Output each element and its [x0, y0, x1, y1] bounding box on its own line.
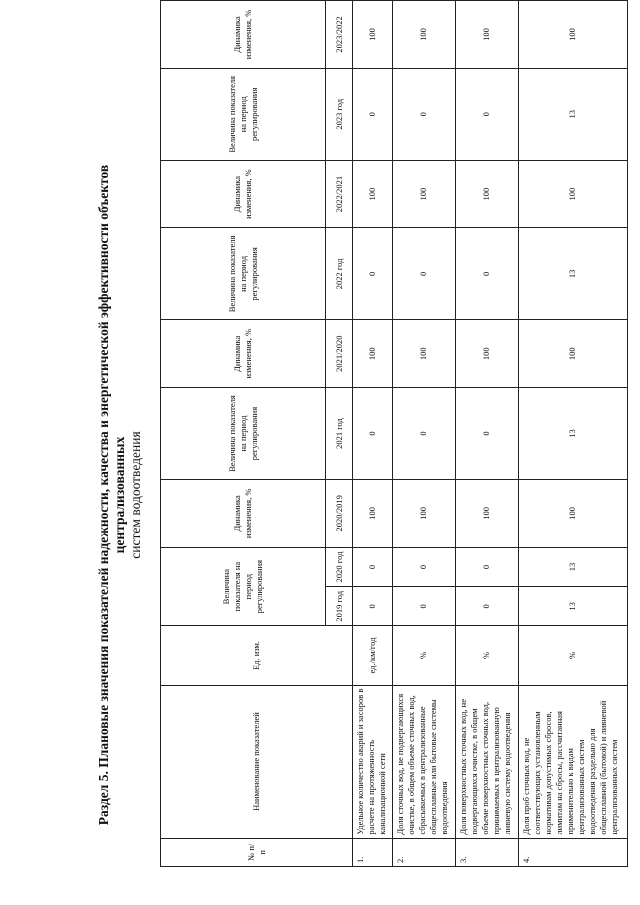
header-num: № п/п: [161, 838, 353, 866]
subheader-d2020: 2020/2019: [326, 479, 353, 547]
row-value-2019: 0: [455, 587, 518, 626]
subheader-2021: 2021 год: [326, 388, 353, 480]
row-value-2023: 13: [518, 68, 627, 160]
row-value-2021: 0: [455, 388, 518, 480]
header-value-2023: Величина показателя на период регулирования: [161, 68, 326, 160]
header-dynamics-2021: Динамика изменения, %: [161, 320, 326, 388]
row-dynamics-2023: 100: [353, 1, 393, 69]
header-row: [161, 1, 326, 867]
row-value-2020: 0: [353, 547, 393, 586]
table-row: [455, 1, 518, 867]
row-dynamics-2022: 100: [392, 160, 455, 228]
header-dynamics-2023: Динамика изменения, %: [161, 1, 326, 69]
row-value-2022: 0: [455, 228, 518, 320]
row-unit: %: [518, 626, 627, 685]
table-row: [392, 1, 455, 867]
row-value-2021: 0: [353, 388, 393, 480]
header-unit: Ед. изм.: [161, 626, 353, 685]
row-dynamics-2023: 100: [392, 1, 455, 69]
subheader-d2023: 2023/2022: [326, 1, 353, 69]
header-dynamics-2020: Динамика изменения, %: [161, 479, 326, 547]
row-value-2019: 0: [353, 587, 393, 626]
section-title: [96, 115, 144, 875]
row-value-2022: 0: [353, 228, 393, 320]
header-value-2019-2020: Величина показателя на период регулирования: [161, 547, 326, 626]
row-dynamics-2022: 100: [455, 160, 518, 228]
row-dynamics-2020: 100: [353, 479, 393, 547]
row-num: 2.: [392, 838, 455, 866]
row-value-2023: 0: [455, 68, 518, 160]
row-value-2023: 0: [353, 68, 393, 160]
row-dynamics-2021: 100: [518, 320, 627, 388]
row-name: Доля проб сточных вод, не соответствующих установленным нормативам допустимых сбросов, лимитам на сбросы, рассчитанная применительно к видам централизованных систем водоотведения раздельно для общесплавной (бытовой) и ливневой централизованных систем: [518, 685, 627, 838]
row-value-2020: 13: [518, 547, 627, 586]
row-value-2020: 0: [455, 547, 518, 586]
row-dynamics-2022: 100: [518, 160, 627, 228]
subheader-d2022: 2022/2021: [326, 160, 353, 228]
row-unit: %: [392, 626, 455, 685]
row-value-2022: 0: [392, 228, 455, 320]
row-value-2021: 0: [392, 388, 455, 480]
header-value-2022: Величина показателя на период регулирования: [161, 228, 326, 320]
row-dynamics-2021: 100: [353, 320, 393, 388]
row-value-2021: 13: [518, 388, 627, 480]
row-value-2019: 13: [518, 587, 627, 626]
row-value-2019: 0: [392, 587, 455, 626]
header-dynamics-2022: Динамика изменения, %: [161, 160, 326, 228]
title-line: Раздел 5. Плановые значения показателей надежности, качества и энергетической эффективности объектов централизованных: [96, 164, 127, 826]
row-num: 4.: [518, 838, 627, 866]
subheader-2023: 2023 год: [326, 68, 353, 160]
table-row: [353, 1, 393, 867]
row-unit: %: [455, 626, 518, 685]
row-value-2022: 13: [518, 228, 627, 320]
row-name: Доля сточных вод, не подвергающихся очистке, в общем объеме сточных вод, сбрасываемых в централизованные общесплавные или бытовые системы водоотведения: [392, 685, 455, 838]
row-value-2023: 0: [392, 68, 455, 160]
row-name: Доля поверхностных сточных вод, не подвергающихся очистке, в общем объеме поверхностных сточных вод, принимаемых в централизованную ливневую систему водоотведения: [455, 685, 518, 838]
row-num: 1.: [353, 838, 393, 866]
row-dynamics-2023: 100: [518, 1, 627, 69]
row-dynamics-2020: 100: [518, 479, 627, 547]
header-name: Наименование показателей: [161, 685, 353, 838]
row-dynamics-2021: 100: [392, 320, 455, 388]
subheader-2019: 2019 год: [326, 587, 353, 626]
row-name: Удельное количество аварий и засоров в расчете на протяженность канализационной сети: [353, 685, 393, 838]
subheader-d2021: 2021/2020: [326, 320, 353, 388]
row-dynamics-2023: 100: [455, 1, 518, 69]
title-subline: систем водоотведения: [128, 431, 143, 559]
header-value-2021: Величина показателя на период регулирования: [161, 388, 326, 480]
indicators-table: [160, 0, 628, 867]
row-value-2020: 0: [392, 547, 455, 586]
row-dynamics-2022: 100: [353, 160, 393, 228]
row-dynamics-2020: 100: [392, 479, 455, 547]
row-dynamics-2020: 100: [455, 479, 518, 547]
row-unit: ед./км/год: [353, 626, 393, 685]
row-num: 3.: [455, 838, 518, 866]
row-dynamics-2021: 100: [455, 320, 518, 388]
subheader-2020: 2020 год: [326, 547, 353, 586]
subheader-2022: 2022 год: [326, 228, 353, 320]
table-row: [518, 1, 627, 867]
